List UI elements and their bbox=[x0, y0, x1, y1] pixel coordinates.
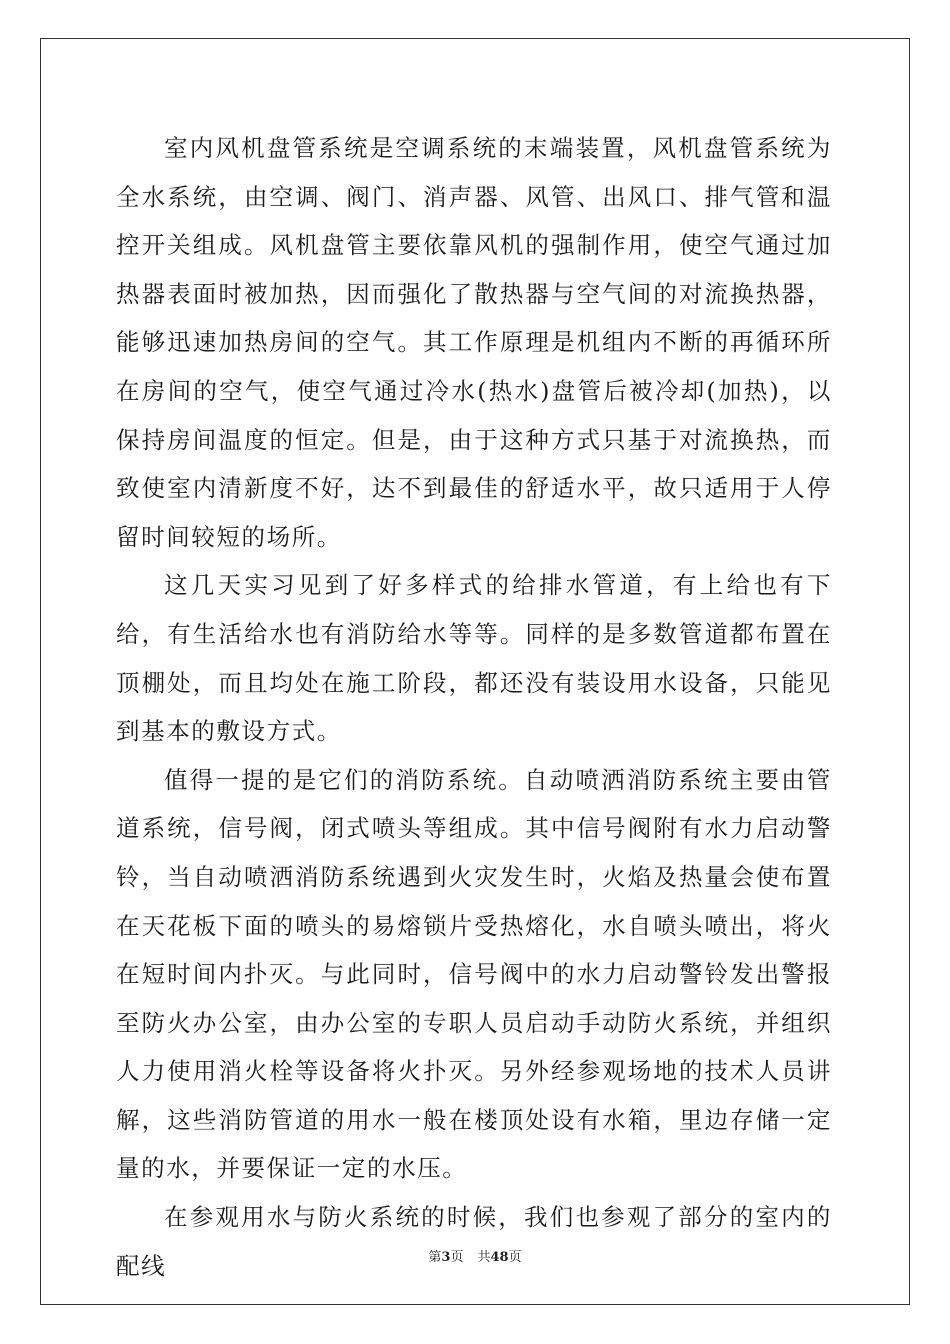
page-prefix: 第 bbox=[428, 1250, 442, 1265]
paragraph-3: 值得一提的是它们的消防系统。自动喷洒消防系统主要由管道系统，信号阀，闭式喷头等组成。其中信号阀附有水力启动警铃，当自动喷洒消防系统遇到火灾发生时，火焰及热量会使布置在天花板下面的喷头的易熔锁片受热熔化，水自喷头喷出，将火在短时间内扑灭。与此同时，信号阀中的水力启动警铃发出警报至防火办公室，由办公室的专职人员启动手动防火系统，并组织人力使用消火栓等设备将火扑灭。另外经参观场地的技术人员讲解，这些消防管道的用水一般在楼顶处设有水箱，里边存储一定量的水，并要保证一定的水压。 bbox=[116, 765, 832, 1183]
page-number: 3 bbox=[441, 1250, 451, 1265]
paragraph-1: 室内风机盘管系统是空调系统的末端装置，风机盘管系统为全水系统，由空调、阀门、消声器、风管、出风口、排气管和温控开关组成。风机盘管主要依靠风机的强制作用，使空气通过加热器表面时被加热，因而强化了散热器与空气间的对流换热器，能够迅速加热房间的空气。其工作原理是机组内不断的再循环所在房间的空气，使空气通过冷水(热水)盘管后被冷却(加热)，以保持房间温度的恒定。但是，由于这种方式只基于对流换热，而致使室内清新度不好，达不到最佳的舒适水平，故只适用于人停留时间较短的场所。 bbox=[116, 134, 832, 551]
paragraph-2: 这几天实习见到了好多样式的给排水管道，有上给也有下给，有生活给水也有消防给水等等。同样的是多数管道都布置在顶棚处，而且均处在施工阶段，都还没有装设用水设备，只能见到基本的敷设方式。 bbox=[116, 571, 832, 746]
total-pages: 48 bbox=[490, 1250, 509, 1265]
paragraph-4: 在参观用水与防火系统的时候，我们也参观了部分的室内的配线 bbox=[116, 1203, 832, 1280]
page-footer bbox=[0, 1246, 950, 1265]
total-suffix: 页 bbox=[508, 1250, 522, 1265]
total-prefix: 共 bbox=[477, 1250, 491, 1265]
page-suffix: 页 bbox=[450, 1250, 464, 1265]
document-body bbox=[116, 124, 832, 1290]
